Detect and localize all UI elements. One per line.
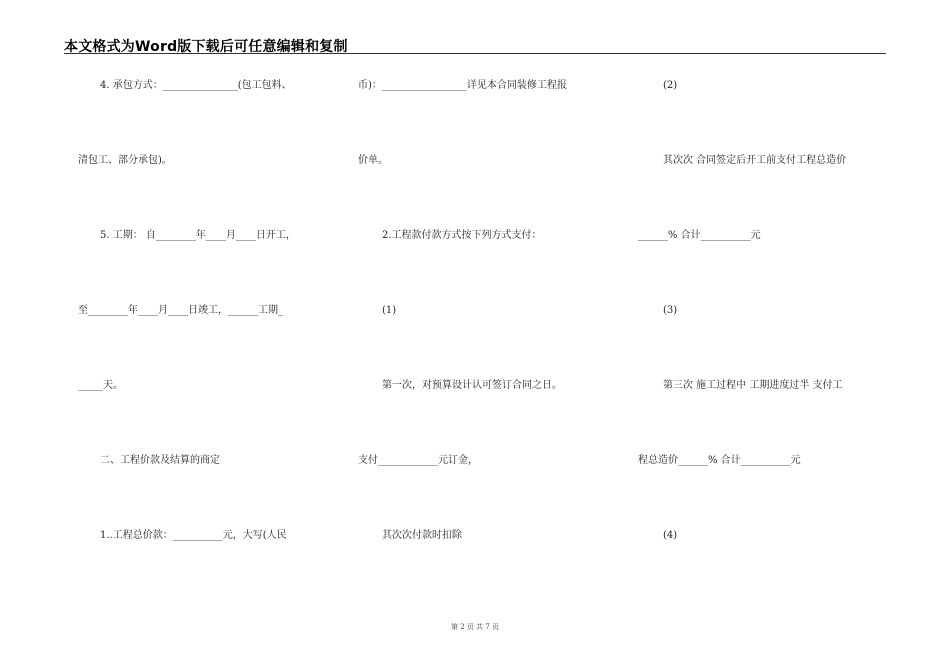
middle-line-4: (1) bbox=[382, 305, 397, 316]
middle-line-5: 第一次，对预算设计认可签订合同之日。 bbox=[382, 380, 562, 391]
middle-line-3: 2.工程款付款方式按下列方式支付： bbox=[382, 230, 542, 241]
right-line-3: ______% 合计__________元 bbox=[638, 230, 761, 241]
left-line-7: 1..工程总价款：__________元，大写(人民 bbox=[100, 530, 287, 541]
right-line-5: 第三次 施工过程中 工期进度过半 支付工 bbox=[663, 380, 843, 391]
right-line-6: 程总造价______% 合计__________元 bbox=[638, 455, 801, 466]
left-line-4: 至________年____月____日竣工，______工期_ bbox=[78, 305, 283, 316]
left-line-2: 清包工、部分承包)。 bbox=[78, 155, 172, 166]
page-number-footer: 第 2 页 共 7 页 bbox=[450, 623, 500, 631]
right-line-2: 其次次 合同签定后开工前支付工程总造价 bbox=[663, 155, 847, 166]
left-line-3: 5. 工期： 自________年____月____日开工， bbox=[100, 230, 296, 241]
left-line-1: 4. 承包方式：_______________(包工包料、 bbox=[100, 80, 292, 91]
middle-line-6: 支付____________元订金， bbox=[358, 455, 478, 466]
middle-line-2: 价单。 bbox=[358, 155, 388, 166]
left-line-5: _____天。 bbox=[78, 380, 123, 391]
left-line-6: 二、工程价款及结算的商定 bbox=[100, 455, 220, 466]
right-line-7: (4) bbox=[663, 530, 678, 541]
right-line-1: (2) bbox=[663, 80, 678, 91]
document-header-title: 本文格式为Word版下载后可任意编辑和复制 bbox=[64, 39, 348, 55]
header-divider bbox=[64, 53, 886, 54]
right-line-4: (3) bbox=[663, 305, 678, 316]
middle-line-7: 其次次付款时扣除 bbox=[382, 530, 462, 541]
middle-line-1: 币)：_________________详见本合同装修工程报 bbox=[358, 80, 567, 91]
